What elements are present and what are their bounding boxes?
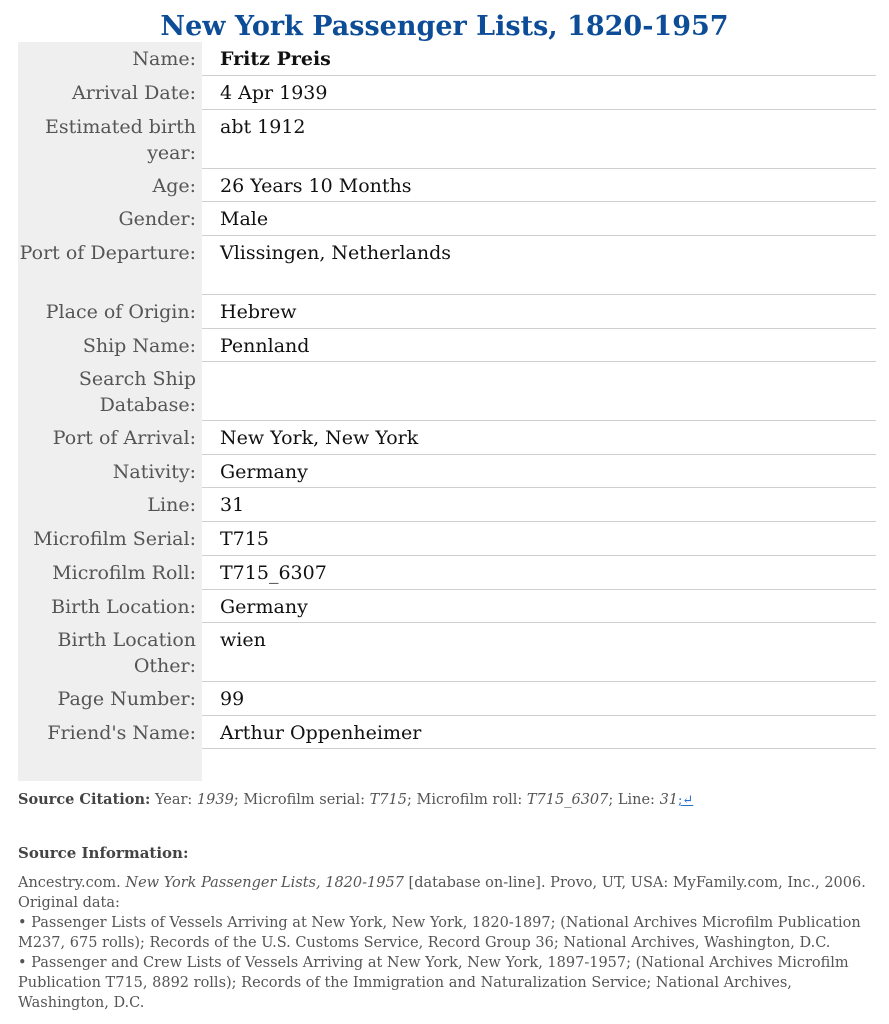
record-row-microfilm-serial: [18, 522, 876, 556]
record-row-page-number: [18, 682, 876, 716]
row-value: T715: [202, 522, 876, 556]
row-label: Microfilm Roll:: [52, 562, 196, 584]
row-label: Nativity:: [112, 461, 196, 483]
record-row-port-of-arrival: [18, 421, 876, 455]
row-label: Port of Arrival:: [52, 427, 196, 449]
row-label: Line:: [147, 494, 196, 516]
citation-heading: Source Citation:: [18, 791, 151, 808]
citation-roll-label: Microfilm roll:: [416, 792, 523, 808]
citation-year: 1939: [196, 792, 234, 808]
source-intro-rest: [database on-line]. Provo, UT, USA: MyFamily.com, Inc., 2006. Original data:: [18, 875, 866, 911]
source-publisher: Ancestry.com.: [18, 875, 121, 891]
row-label: Age:: [152, 175, 196, 197]
record-row-friends-name: [18, 716, 876, 749]
row-value: 26 Years 10 Months: [202, 169, 876, 202]
row-value: [202, 362, 876, 421]
record-row-gender: [18, 202, 876, 236]
record-row-birth-location-other: [18, 623, 876, 682]
record-table: [18, 42, 876, 749]
record-row-line: [18, 488, 876, 522]
record-row-birth-location: [18, 590, 876, 623]
source-bullet-item: • Passenger Lists of Vessels Arriving at New York, New York, 1820-1897; (National Archives Microfilm Publication M237, 675 rolls); Records of the U.S. Customs Service, Record Group 36; National Archives, Washington, D.C.: [18, 915, 861, 951]
record-row-place-of-origin: [18, 295, 876, 329]
citation-line: 31: [659, 792, 679, 808]
record-row-port-of-departure: [18, 236, 876, 295]
row-value: T715_6307: [202, 556, 876, 590]
row-value: Germany: [202, 590, 876, 623]
record-row-microfilm-roll: [18, 556, 876, 590]
source-citation: Source Citation: Year: 1939; Microfilm serial: T715; Microfilm roll: T715_6307; Line: 31;↵: [18, 791, 694, 808]
row-label: Birth Location:: [51, 596, 196, 618]
record-row-nativity: [18, 455, 876, 488]
row-value: New York, New York: [202, 421, 876, 455]
row-label: Ship Name:: [82, 335, 196, 357]
source-intro: [18, 873, 880, 913]
source-title: New York Passenger Lists, 1820-1957: [125, 875, 404, 891]
row-value: 99: [202, 682, 876, 716]
record-row-age: [18, 169, 876, 202]
page-title: New York Passenger Lists, 1820-1957: [160, 11, 729, 42]
row-value: 4 Apr 1939: [202, 76, 876, 110]
row-value: Pennland: [202, 329, 876, 362]
row-label: Search Ship Database:: [78, 368, 196, 416]
source-information-body: [18, 873, 880, 1013]
row-label: Place of Origin:: [45, 301, 196, 323]
row-label: Page Number:: [57, 688, 196, 710]
source-information-heading: Source Information:: [18, 844, 189, 862]
row-value: 31: [202, 488, 876, 522]
return-link-icon[interactable]: ;↵: [678, 793, 694, 808]
row-value: abt 1912: [202, 110, 876, 169]
record-row-search-ship-database: [18, 362, 876, 421]
row-value: Fritz Preis: [202, 42, 876, 76]
citation-year-label: Year:: [154, 792, 193, 808]
source-bullet-item: • Passenger and Crew Lists of Vessels Arriving at New York, New York, 1897-1957; (National Archives Microfilm Publication T715, 8892 rolls); Records of the Immigration and Naturalization Service; National Archives, Washington, D.C.: [18, 955, 849, 1011]
row-value: Vlissingen, Netherlands: [202, 236, 876, 295]
row-value: wien: [202, 623, 876, 682]
citation-roll: T715_6307: [526, 792, 609, 808]
row-label: Friend's Name:: [47, 722, 196, 744]
row-value: Male: [202, 202, 876, 236]
citation-line-label: Line:: [617, 792, 655, 808]
row-value: Arthur Oppenheimer: [202, 716, 876, 749]
record-row-ship-name: [18, 329, 876, 362]
record-row-name: [18, 42, 876, 76]
row-label: Gender:: [118, 208, 196, 230]
row-label: Birth Location Other:: [57, 629, 196, 677]
row-label: Microfilm Serial:: [33, 528, 196, 550]
row-label: Estimated birth year:: [45, 116, 196, 164]
row-value: Germany: [202, 455, 876, 488]
citation-serial-label: Microfilm serial:: [243, 792, 366, 808]
record-row-estimated-birth-year: [18, 110, 876, 169]
row-label: Arrival Date:: [72, 82, 196, 104]
row-label: Port of Departure:: [19, 242, 196, 264]
record-row-arrival-date: [18, 76, 876, 110]
row-value: Hebrew: [202, 295, 876, 329]
citation-serial: T715: [369, 792, 407, 808]
row-label: Name:: [132, 48, 196, 70]
